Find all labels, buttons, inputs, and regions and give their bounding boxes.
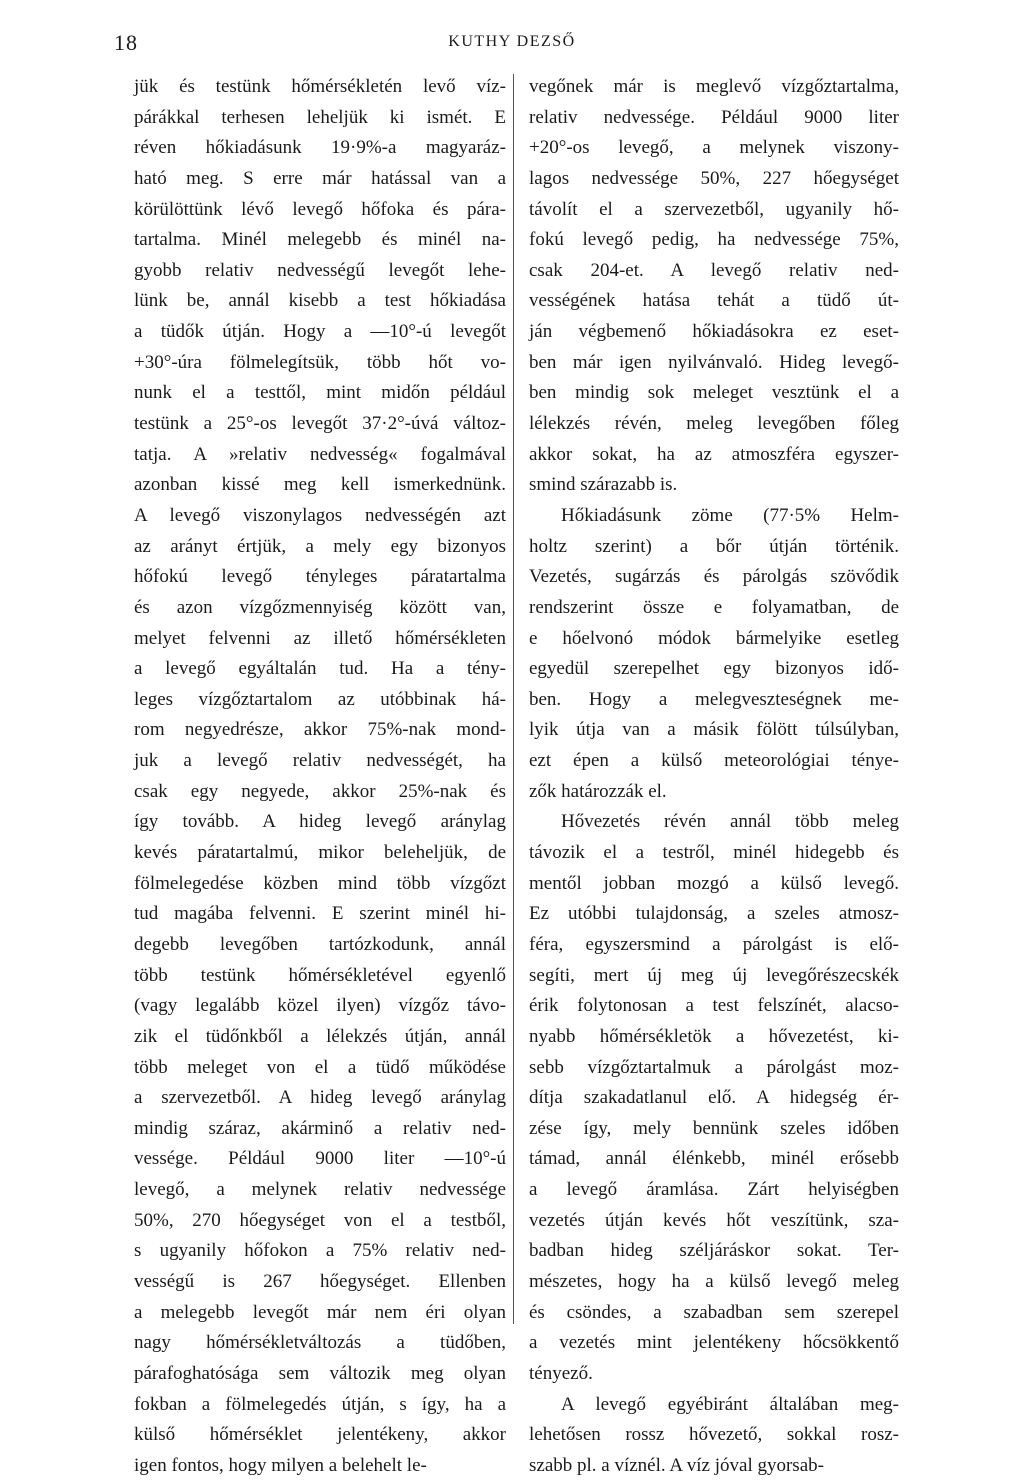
text-line: a melegebb levegőt már nem éri olyan [134, 1301, 506, 1323]
text-line: tartalma. Minél melegebb és minél na- [134, 229, 506, 251]
text-line: fokban a fölmelegedés útján, s így, ha a [134, 1393, 506, 1415]
text-line: távozik el a testről, minél hidegebb és [529, 842, 899, 864]
text-line: ható meg. S erre már hatással van a [134, 167, 506, 189]
text-line: féra, egyszersmind a párolgást is elő- [529, 933, 899, 955]
text-line: több meleget von el a tüdő működése [134, 1056, 506, 1078]
text-line: külső hőmérséklet jelentékeny, akkor [134, 1424, 506, 1446]
text-line: tatja. A »relativ nedvesség« fogalmával [134, 443, 506, 465]
text-line: réven hőkiadásunk 19·9%-a magyaráz- [134, 137, 506, 159]
text-line: a levegő egyáltalán tud. Ha a tény- [134, 658, 506, 680]
text-line: s ugyanily hőfokon a 75% relativ ned- [134, 1240, 506, 1262]
text-line: mindig száraz, akárminő a relativ ned- [134, 1117, 506, 1139]
text-line: és csöndes, a szabadban sem szerepel [529, 1301, 899, 1323]
text-line: +30°-úra fölmelegítsük, több hőt vo- [134, 351, 506, 373]
text-line: tényező. [529, 1362, 593, 1384]
text-line: nunk el a testtől, mint midőn például [134, 382, 506, 404]
text-line: az arányt értjük, a mely egy bizonyos [134, 535, 506, 557]
text-line: mentől jobban mozgó a külső levegő. [529, 872, 899, 894]
text-line: lünk be, annál kisebb a test hőkiadása [134, 290, 506, 312]
text-line: ben mindig sok meleget vesztünk el a [529, 382, 899, 404]
text-line: a vezetés mint jelentékeny hőcsökkentő [529, 1332, 899, 1354]
text-line: +20°-os levegő, a melynek viszony- [529, 137, 899, 159]
text-line: ján végbemenő hőkiadásokra ez eset- [529, 321, 899, 343]
text-line: holtz szerint) a bőr útján történik. [529, 535, 899, 557]
text-line: párafoghatósága sem változik meg olyan [134, 1362, 506, 1384]
text-line: fokú levegő pedig, ha nedvessége 75%, [529, 229, 899, 251]
page-number: 18 [114, 30, 138, 55]
text-line: Hővezetés révén annál több meleg [561, 811, 899, 833]
text-line: egyedül szerepelhet egy bizonyos idő- [529, 658, 899, 680]
running-head: KUTHY DEZSŐ [448, 33, 576, 50]
text-line: támad, annál élénkebb, minél erősebb [529, 1148, 899, 1170]
text-line: jük és testünk hőmérsékletén levő víz- [134, 76, 506, 97]
text-line: testünk a 25°-os levegőt 37·2°-úvá változ- [134, 413, 506, 435]
text-line: körülöttünk lévő levegő hőfoka és pára- [134, 198, 506, 220]
text-line: sebb vízgőztartalmuk a párolgást moz- [529, 1056, 899, 1078]
text-line: lyik útja van a másik fölött túlsúlyban, [529, 719, 899, 741]
text-line: párákkal terhesen leheljük ki ismét. E [134, 106, 506, 128]
text-line: kevés páratartalmú, mikor beleheljük, de [134, 842, 506, 864]
text-line: e hőelvonó módok bármelyike esetleg [529, 627, 899, 649]
right-column [529, 72, 899, 1481]
text-line: ben. Hogy a melegveszteségnek me- [529, 688, 899, 710]
text-line: fölmelegedése közben mind több vízgőzt [134, 872, 506, 894]
text-line: ezt épen a külső meteorológiai ténye- [529, 750, 899, 772]
text-line: A levegő viszonylagos nedvességén azt [134, 504, 506, 526]
text-line: mészetes, hogy ha a külső levegő meleg [529, 1270, 899, 1292]
text-line: gyobb relativ nedvességű levegőt lehe- [134, 259, 506, 281]
text-line: Vezetés, sugárzás és párolgás szövődik [529, 566, 899, 588]
text-line: melyet felvenni az illető hőmérsékleten [134, 627, 506, 649]
text-line: badban hideg széljáráskor sokat. Ter- [529, 1240, 899, 1262]
text-line: zése így, mely bennünk szeles időben [529, 1117, 899, 1139]
text-line: azonban kissé meg kell ismerkednünk. [134, 474, 506, 496]
text-line: juk a levegő relativ nedvességét, ha [134, 750, 506, 772]
text-line: a szervezetből. A hideg levegő aránylag [134, 1087, 506, 1109]
text-line: ben már igen nyilvánvaló. Hideg levegő- [529, 351, 899, 373]
text-line: érik folytonosan a test felszínét, alacso- [529, 995, 899, 1017]
text-line: csak 204-et. A levegő relativ ned- [529, 259, 899, 281]
text-line: rendszerint össze e folyamatban, de [529, 596, 899, 618]
text-line: a levegő áramlása. Zárt helyiségben [529, 1179, 899, 1201]
text-line: igen fontos, hogy milyen a belehelt le- [134, 1454, 427, 1476]
text-line: A levegő egyébiránt általában meg- [561, 1393, 899, 1415]
text-line: 50%, 270 hőegységet von el a testből, [134, 1209, 506, 1231]
text-line: lehetősen rossz hővezető, sokkal rosz- [529, 1424, 899, 1446]
text-line: távolít el a szervezetből, ugyanily hő- [529, 198, 899, 220]
text-line: szabb pl. a víznél. A víz jóval gyorsab- [529, 1454, 824, 1476]
text-line: és azon vízgőzmennyiség között van, [134, 596, 506, 618]
text-line: degebb levegőben tartózkodunk, annál [134, 933, 506, 955]
text-line: relativ nedvessége. Például 9000 liter [529, 106, 899, 128]
left-column [134, 72, 506, 1481]
text-line: levegő, a melynek relativ nedvessége [134, 1179, 506, 1201]
text-line: akkor sokat, ha az atmoszféra egyszer- [529, 443, 899, 465]
text-line: több testünk hőmérsékletével egyenlő [134, 964, 506, 986]
text-line: smind szárazabb is. [529, 474, 678, 496]
text-line: vességű is 267 hőegységet. Ellenben [134, 1270, 506, 1292]
text-line: leges vízgőztartalom az utóbbinak há- [134, 688, 506, 710]
text-line: vességének hatása tehát a tüdő út- [529, 290, 899, 312]
text-line: így tovább. A hideg levegő aránylag [134, 811, 506, 833]
text-line: vessége. Például 9000 liter —10°-ú [134, 1148, 506, 1170]
text-line: tud magába felvenni. E szerint minél hi- [134, 903, 506, 925]
text-line: Hőkiadásunk zöme (77·5% Helm- [561, 504, 899, 526]
text-line: a tüdők útján. Hogy a —10°-ú levegőt [134, 321, 506, 343]
text-line: vezetés útján kevés hőt veszítünk, sza- [529, 1209, 899, 1231]
text-line: csak egy negyede, akkor 25%-nak és [134, 780, 506, 802]
text-line: Ez utóbbi tulajdonság, a szeles atmosz- [529, 903, 899, 925]
text-line: nagy hőmérsékletváltozás a tüdőben, [134, 1332, 506, 1354]
text-line: lélekzés révén, meleg levegőben főleg [529, 413, 899, 435]
text-line: lagos nedvessége 50%, 227 hőegységet [529, 167, 899, 189]
text-line: vegőnek már is meglevő vízgőztartalma, [529, 76, 899, 97]
text-line: nyabb hőmérsékletök a hővezetést, ki- [529, 1025, 899, 1047]
text-line: hőfokú levegő tényleges páratartalma [134, 566, 506, 588]
text-line: (vagy legalább közel ilyen) vízgőz távo- [134, 995, 506, 1017]
column-divider [513, 74, 514, 1324]
text-line: zik el tüdőnkből a lélekzés útján, annál [134, 1025, 506, 1047]
text-line: rom negyedrésze, akkor 75%-nak mond- [134, 719, 506, 741]
text-line: zők határozzák el. [529, 780, 667, 802]
text-line: segíti, mert új meg új levegőrészecskék [529, 964, 899, 986]
text-line: dítja szakadatlanul elő. A hidegség ér- [529, 1087, 899, 1109]
